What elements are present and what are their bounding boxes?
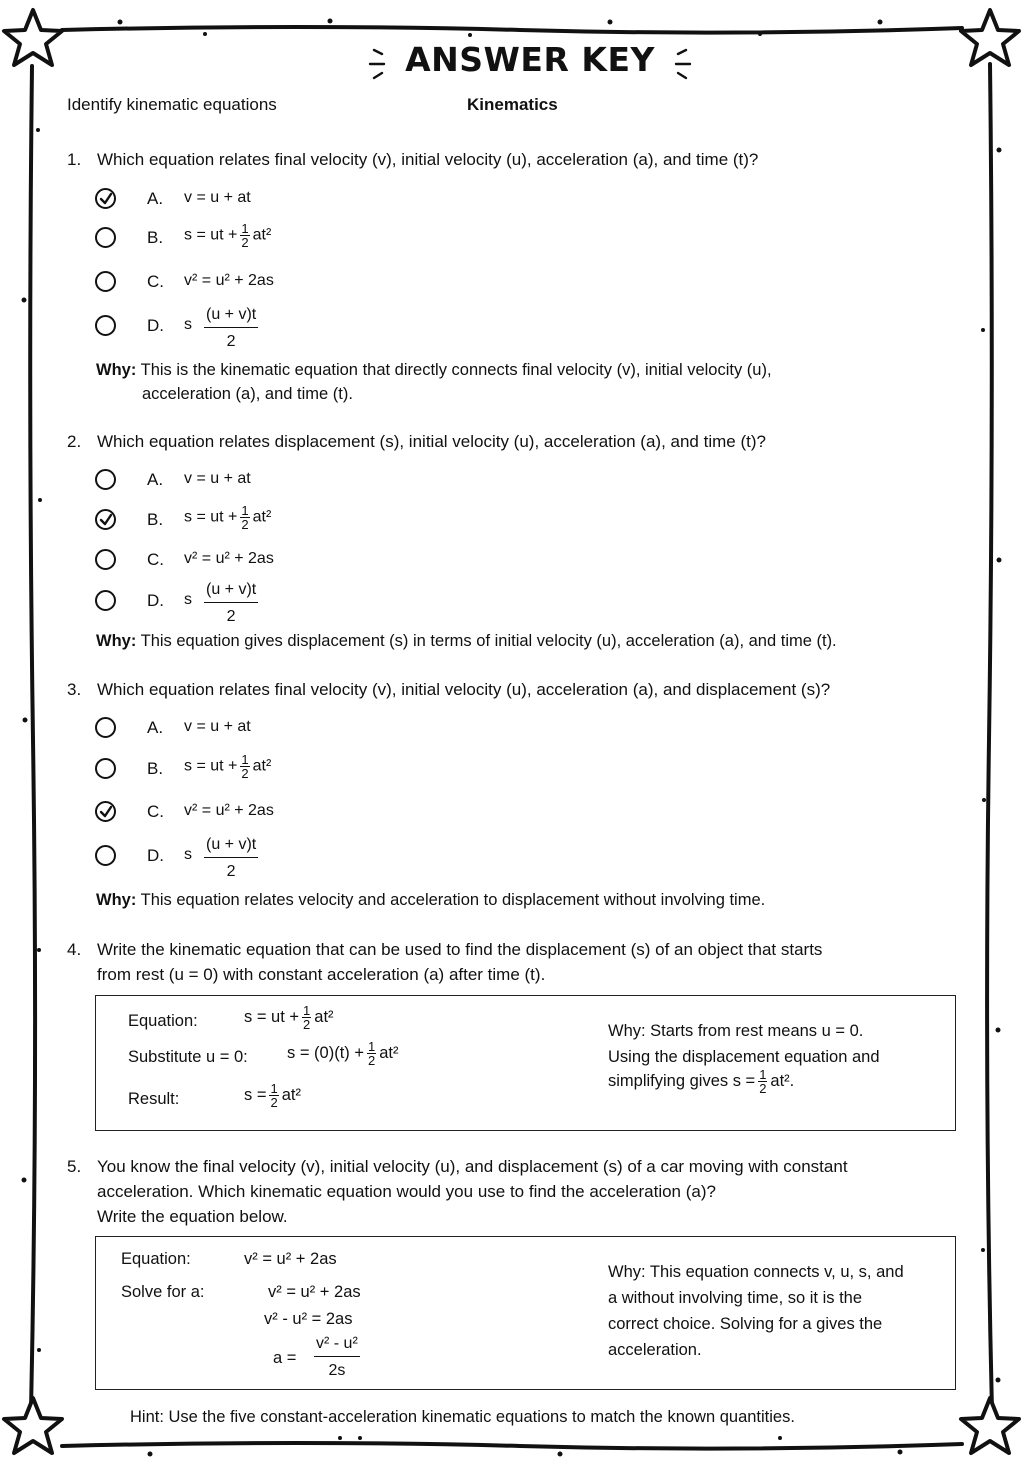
radio-unchecked[interactable]	[95, 271, 116, 292]
radio-unchecked[interactable]	[95, 590, 116, 611]
solve-step-3-label: a =	[273, 1349, 297, 1367]
radio-unchecked[interactable]	[95, 845, 116, 866]
question-number: 5.	[67, 1157, 82, 1176]
equation-value: v² = u² + 2as	[244, 1250, 337, 1268]
question-text: You know the final velocity (v), initial velocity (u), and displacement (s) of a car moving with constant acceleration. Which kinematic equation would you use to find the acceleration (a)? Write the equation below.	[97, 1157, 848, 1226]
star-bottom-left	[4, 1398, 62, 1453]
option-letter: A.	[147, 470, 164, 489]
radio-checked[interactable]	[95, 188, 116, 209]
q2-explanation: Why: This equation gives displacement (s) in terms of initial velocity (u), acceleration (a), and time (t).	[96, 632, 837, 650]
q1-option-a[interactable]	[92, 183, 592, 217]
sparkle-right-icon	[660, 44, 700, 84]
substitute-value: s = (0)(t) + $\frac{1}{2}$ at²	[287, 1039, 399, 1068]
option-equation: s = ut + $\frac{1}{2}$ at²	[184, 503, 272, 532]
option-letter: D.	[147, 846, 164, 865]
title-block	[360, 38, 700, 88]
option-equation: v² = u² + 2as	[184, 272, 274, 289]
q2-option-d[interactable]	[92, 581, 592, 625]
option-equation: v² = u² + 2as	[184, 550, 274, 567]
equation-value: s = ut + $\frac{1}{2}$ at²	[244, 1003, 334, 1032]
option-fraction: $\frac{(u + v)t}{2}$	[206, 581, 257, 625]
option-equation: s = ut + $\frac{1}{2}$ at²	[184, 221, 272, 250]
q3-option-d[interactable]	[92, 836, 592, 880]
radio-unchecked[interactable]	[95, 315, 116, 336]
solve-step-1: v² = u² + 2as	[268, 1283, 361, 1301]
option-equation: s	[184, 316, 192, 333]
star-top-left	[4, 10, 62, 65]
option-letter: B.	[147, 228, 164, 247]
q3-explanation: Why: This equation relates velocity and acceleration to displacement without involving time.	[96, 891, 766, 909]
q2-option-a[interactable]	[92, 464, 592, 498]
star-top-right	[961, 10, 1019, 65]
q4-answer-box	[95, 995, 956, 1131]
q1-option-b[interactable]	[92, 222, 592, 256]
solve-label: Solve for a:	[121, 1283, 205, 1301]
option-letter: B.	[147, 510, 164, 529]
q3-option-c[interactable]	[92, 796, 592, 830]
radio-unchecked[interactable]	[95, 227, 116, 248]
question-text: Which equation relates final velocity (v), initial velocity (u), acceleration (a), and displacement (s)?	[97, 680, 831, 699]
box-why-line4: acceleration.	[608, 1341, 702, 1359]
option-letter: A.	[147, 189, 164, 208]
q1-option-d[interactable]	[92, 306, 592, 350]
solve-step-3-fraction: $\frac{\text{v² - u²}}{2s}$	[316, 1335, 358, 1379]
option-equation: v = u + at	[184, 189, 251, 206]
question-number: 3.	[67, 680, 82, 699]
equation-label: Equation:	[121, 1250, 191, 1268]
question-number: 1.	[67, 150, 82, 169]
option-equation: v = u + at	[184, 470, 251, 487]
radio-unchecked[interactable]	[95, 717, 116, 738]
option-fraction: $\frac{(u + v)t}{2}$	[206, 306, 257, 350]
box-why-line2: Using the displacement equation and	[608, 1048, 880, 1066]
box-why-line1: Why: Starts from rest means u = 0.	[608, 1022, 864, 1040]
worksheet-subject: Kinematics	[467, 95, 558, 114]
q5-answer-box	[95, 1236, 956, 1390]
box-why-line3: simplifying gives s = $\frac{1}{2}$ at².	[608, 1067, 795, 1096]
page-title: ANSWER KEY	[405, 40, 655, 79]
question-number: 2.	[67, 432, 82, 451]
option-equation: v² = u² + 2as	[184, 802, 274, 819]
q2-option-c[interactable]	[92, 544, 592, 578]
result-value: s = $\frac{1}{2}$ at²	[244, 1081, 301, 1110]
option-equation: s = ut + $\frac{1}{2}$ at²	[184, 752, 272, 781]
option-letter: B.	[147, 759, 164, 778]
question-text: Write the kinematic equation that can be used to find the displacement (s) of an object that starts from rest (u = 0) with constant acceleration (a) after time (t).	[97, 940, 823, 984]
q1-option-c[interactable]	[92, 266, 592, 300]
option-letter: D.	[147, 591, 164, 610]
box-why-line3: correct choice. Solving for a gives the	[608, 1315, 883, 1333]
solve-step-2: v² - u² = 2as	[264, 1310, 353, 1328]
equation-label: Equation:	[128, 1012, 198, 1030]
option-letter: C.	[147, 550, 164, 569]
option-letter: D.	[147, 316, 164, 335]
radio-unchecked[interactable]	[95, 469, 116, 490]
question-text: Which equation relates displacement (s), initial velocity (u), acceleration (a), and time (t)?	[97, 432, 766, 451]
radio-checked[interactable]	[95, 801, 116, 822]
box-why-line2: a without involving time, so it is the	[608, 1289, 863, 1307]
option-equation: v = u + at	[184, 718, 251, 735]
radio-checked[interactable]	[95, 509, 116, 530]
radio-unchecked[interactable]	[95, 758, 116, 779]
substitute-label: Substitute u = 0:	[128, 1048, 248, 1066]
star-bottom-right	[961, 1398, 1019, 1453]
option-equation: s	[184, 846, 192, 863]
q2-option-b[interactable]	[92, 504, 592, 538]
q3-option-a[interactable]	[92, 712, 592, 746]
worksheet-topic: Identify kinematic equations	[67, 95, 277, 114]
option-letter: C.	[147, 272, 164, 291]
q1-explanation: Why: This is the kinematic equation that directly connects final velocity (v), initial velocity (u), acceleration (a), and time (t).	[96, 361, 772, 403]
q3-option-b[interactable]	[92, 753, 592, 787]
hint-text: Hint: Use the five constant-acceleration kinematic equations to match the known quantities.	[130, 1408, 795, 1426]
result-label: Result:	[128, 1090, 180, 1108]
option-letter: C.	[147, 802, 164, 821]
question-number: 4.	[67, 940, 82, 959]
option-letter: A.	[147, 718, 164, 737]
radio-unchecked[interactable]	[95, 549, 116, 570]
option-equation: s	[184, 591, 192, 608]
box-why-line1: Why: This equation connects v, u, s, and	[608, 1263, 904, 1281]
question-text: Which equation relates final velocity (v), initial velocity (u), acceleration (a), and time (t)?	[97, 150, 759, 169]
option-fraction: $\frac{(u + v)t}{2}$	[206, 836, 257, 880]
